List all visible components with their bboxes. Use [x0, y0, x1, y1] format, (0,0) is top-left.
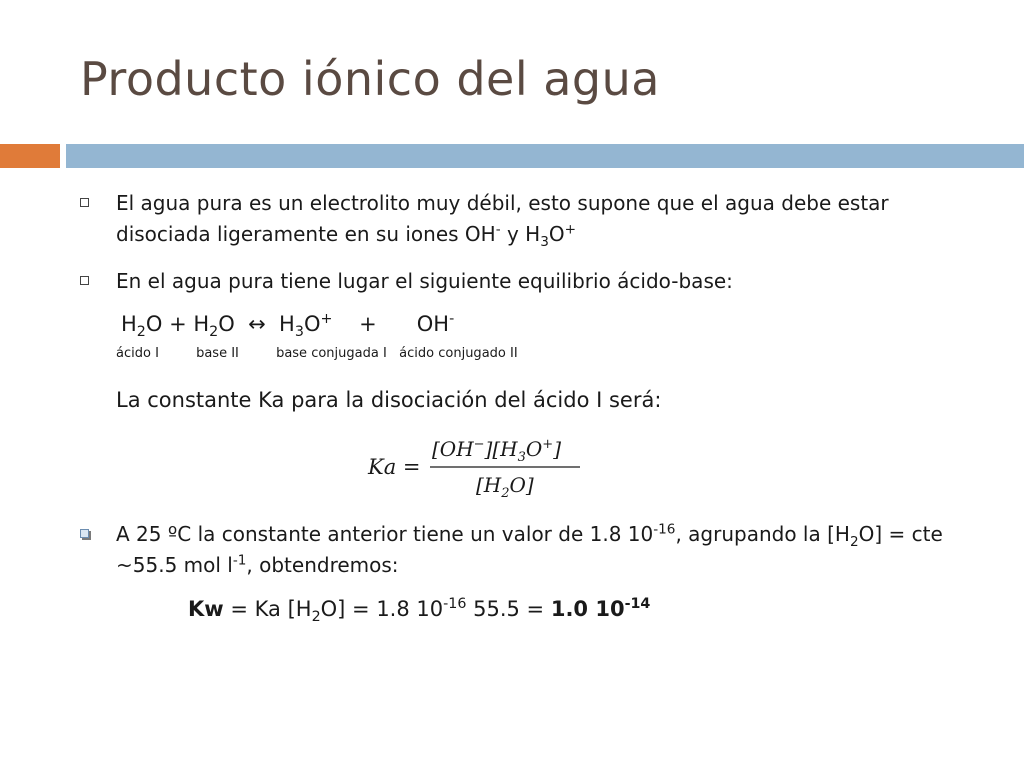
- ka-intro-text: La constante Ka para la disociación del ácido I será:: [116, 388, 662, 412]
- square-bullet-icon: [80, 276, 89, 285]
- accent-bar: [0, 144, 60, 168]
- quad-bullet-icon: [80, 529, 89, 538]
- square-bullet-icon: [80, 198, 89, 207]
- ka-formula: [366, 430, 596, 502]
- bullet-item-electrolyte: [80, 188, 976, 250]
- bullet-text: El agua pura es un electrolito muy débil, esto supone que el agua debe estar disociada ligeramente en su iones OH- y $H_3O^+$: [116, 191, 889, 250]
- bullet-text: A 25 ºC la constante anterior tiene un valor de 1.8 $10^{-16}$, agrupando la $[H_2O]$ = cte ~55.5 mol $l^{-1}$, obtendremos:: [116, 521, 943, 577]
- slide-title: Producto iónico del agua: [80, 52, 660, 106]
- bullet-item-constant: [80, 519, 976, 581]
- ka-numerator: $[OH^-][H_3O^+]$: [432, 437, 561, 465]
- header-bar: [66, 144, 1024, 168]
- ka-lhs: Ka =: [368, 455, 421, 479]
- bullet-text: En el agua pura tiene lugar el siguiente equilibrio ácido-base:: [116, 269, 733, 293]
- kw-equation: Kw = Ka $[H_2O] = 1.8$ $10^{-16}$ 55.5 = 1.0 $10^{-14}$: [188, 596, 651, 626]
- bullet-item-equilibrium: [80, 266, 976, 297]
- ka-denominator: $[H_2O]$: [476, 473, 534, 501]
- equation-labels: ácido I base II base conjugada I ácido conjugado II: [116, 346, 518, 361]
- equilibrium-equation: $H_2O + H_2O$ ↔ $H_3O^+$ + OH-: [121, 311, 455, 341]
